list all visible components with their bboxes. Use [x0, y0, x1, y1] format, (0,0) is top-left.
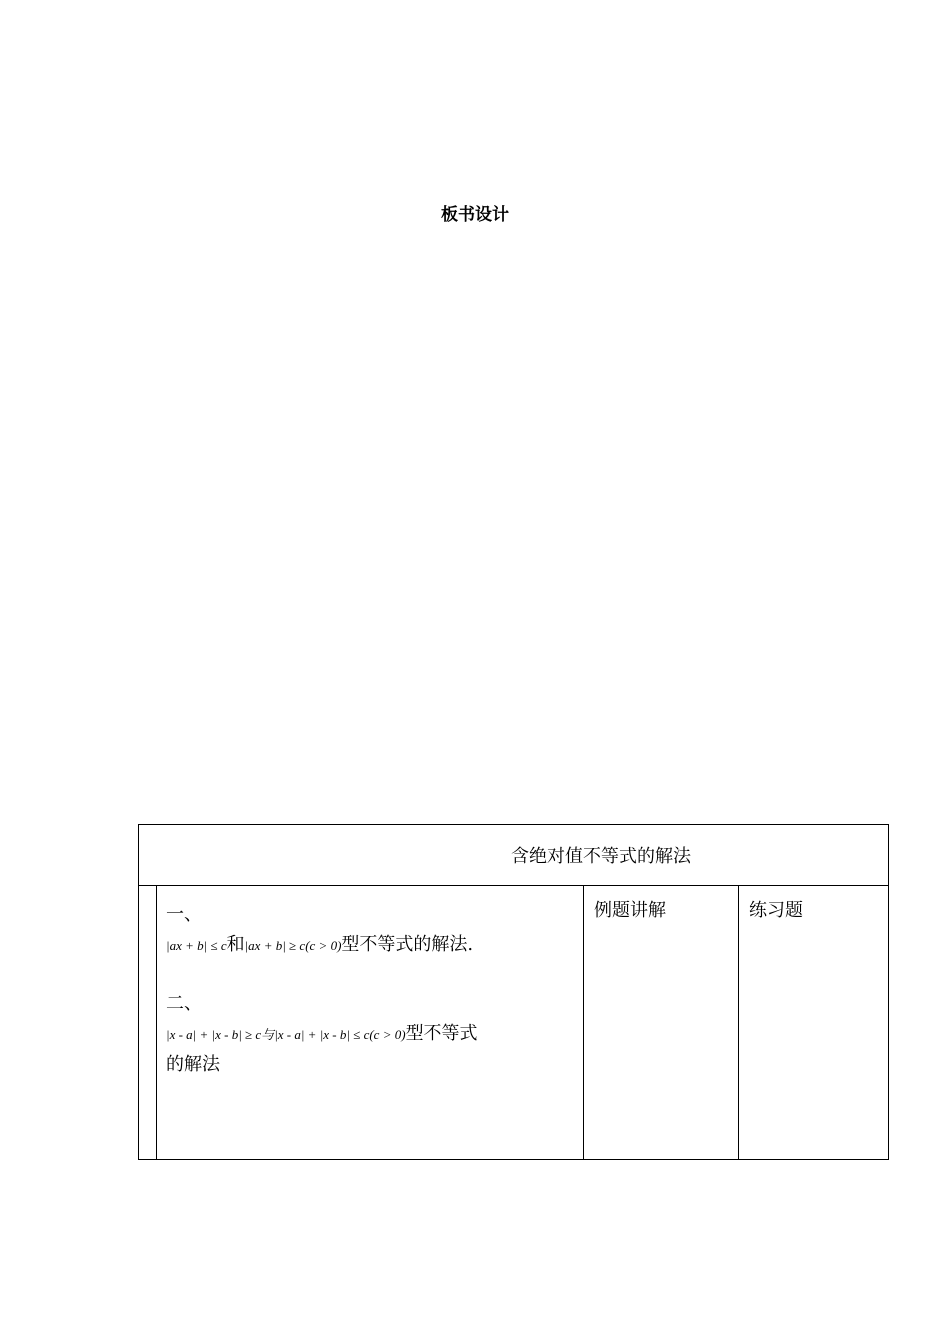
section-2-math-a: |x - a| + |x - b| ≥ c — [166, 1027, 262, 1042]
section-2-math-b: |x - a| + |x - b| ≤ c(c > 0) — [274, 1027, 406, 1042]
page-title: 板书设计 — [441, 205, 509, 225]
section-1-label: 一、 — [166, 904, 202, 925]
narrow-margin-cell — [139, 886, 157, 1160]
board-design-table — [138, 824, 889, 1160]
table-title-cell — [139, 825, 889, 886]
exercises-header: 练习题 — [749, 900, 803, 921]
section-2-tail-line2: 的解法 — [166, 1054, 220, 1075]
section-1-body — [166, 930, 575, 961]
section-2-tail: 型不等式 — [405, 1023, 478, 1044]
section-1 — [166, 900, 575, 961]
section-2-body — [166, 1019, 575, 1050]
section-2-label: 二、 — [166, 993, 202, 1014]
table-title: 含绝对值不等式的解法 — [511, 846, 691, 867]
section-1-math-b: |ax + b| ≥ c(c > 0) — [244, 938, 342, 953]
section-2-connector: 与 — [261, 1027, 275, 1042]
section-1-connector: 和 — [226, 934, 245, 955]
exercises-cell — [739, 886, 889, 1160]
content-cell — [157, 886, 584, 1160]
examples-cell — [584, 886, 739, 1160]
section-1-math-a: |ax + b| ≤ c — [166, 938, 227, 953]
section-2 — [166, 989, 575, 1080]
examples-header: 例题讲解 — [594, 900, 666, 921]
section-1-tail: 型不等式的解法. — [341, 934, 474, 955]
